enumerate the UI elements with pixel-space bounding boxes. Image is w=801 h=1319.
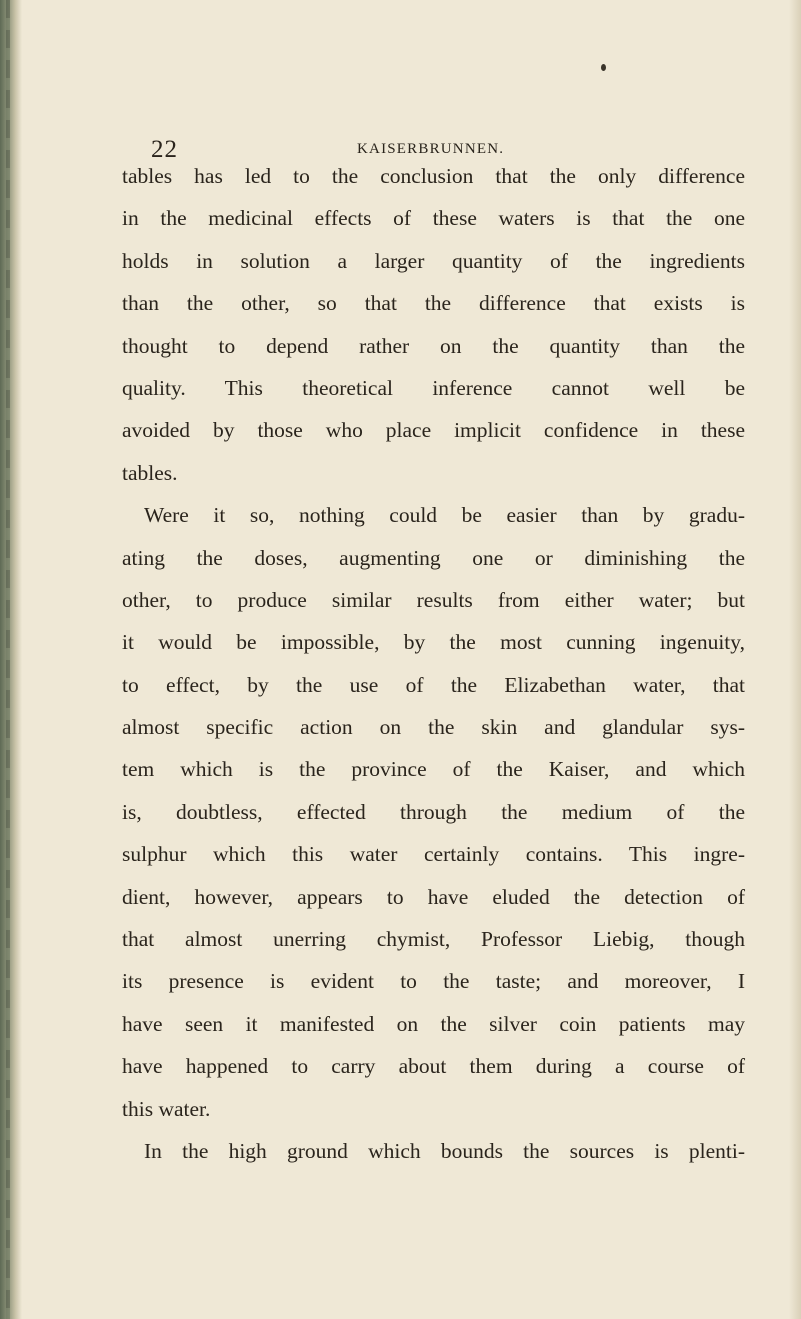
text-line: tables. bbox=[122, 460, 178, 485]
text-line: holds in solution a larger quantity of the ingredients bbox=[122, 248, 745, 273]
text-line: avoided by those who place implicit confidence in these bbox=[122, 418, 745, 443]
ink-speck bbox=[601, 64, 606, 71]
page-binding-edge bbox=[0, 0, 22, 1319]
text-line: other, to produce similar results from either water; but bbox=[122, 587, 745, 612]
page-right-edge bbox=[789, 0, 801, 1319]
body-text bbox=[122, 155, 745, 1172]
text-line: in the medicinal effects of these waters is that the one bbox=[122, 206, 745, 231]
running-head: KAISERBRUNNEN. bbox=[357, 141, 505, 157]
text-line: have happened to carry about them during a course of bbox=[122, 1054, 745, 1079]
text-line: is, doubtless, effected through the medium of the bbox=[122, 799, 745, 824]
text-line: than the other, so that the difference that exists is bbox=[122, 291, 745, 316]
text-line: it would be impossible, by the most cunning ingenuity, bbox=[122, 630, 745, 655]
text-line: tem which is the province of the Kaiser, and which bbox=[122, 757, 745, 782]
paragraph-start-line: In the high ground which bounds the sources is plenti- bbox=[144, 1138, 745, 1163]
text-line: ating the doses, augmenting one or diminishing the bbox=[122, 545, 745, 570]
paragraph-start-line: Were it so, nothing could be easier than by gradu- bbox=[144, 503, 745, 528]
binding-shadow bbox=[6, 0, 10, 1319]
text-line: almost specific action on the skin and glandular sys- bbox=[122, 715, 745, 740]
text-line: quality. This theoretical inference cannot well be bbox=[122, 375, 745, 400]
text-line: sulphur which this water certainly contains. This ingre- bbox=[122, 842, 745, 867]
text-line: to effect, by the use of the Elizabethan water, that bbox=[122, 672, 745, 697]
text-line: that almost unerring chymist, Professor Liebig, though bbox=[122, 927, 745, 952]
text-line: this water. bbox=[122, 1096, 211, 1121]
text-line: tables has led to the conclusion that the only difference bbox=[122, 164, 745, 188]
text-line: dient, however, appears to have eluded the detection of bbox=[122, 884, 745, 909]
page-number: 22 bbox=[151, 136, 178, 163]
text-line: its presence is evident to the taste; and moreover, I bbox=[122, 969, 745, 994]
text-line: thought to depend rather on the quantity than the bbox=[122, 333, 745, 358]
text-line: have seen it manifested on the silver coin patients may bbox=[122, 1011, 745, 1036]
